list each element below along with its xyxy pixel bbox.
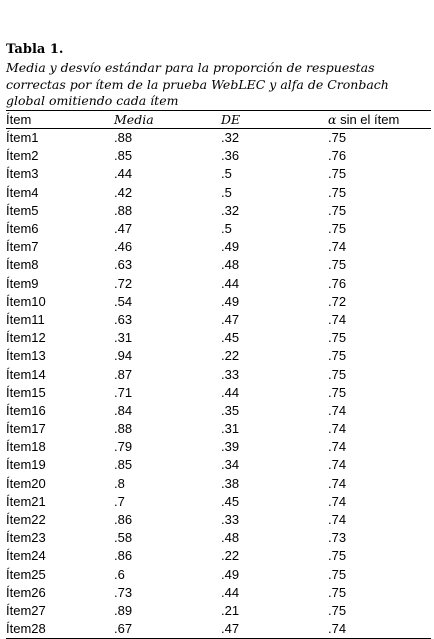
cell-de: .5 — [221, 166, 232, 182]
table-row — [6, 584, 431, 602]
cell-alpha: .75 — [328, 202, 347, 218]
cell-alpha: .75 — [328, 330, 347, 346]
table-row — [6, 347, 431, 365]
cell-de: .32 — [221, 130, 240, 146]
cell-de: .48 — [221, 530, 240, 546]
cell-alpha: .75 — [328, 366, 347, 382]
table-row — [6, 511, 431, 529]
table-row — [6, 238, 431, 256]
cell-alpha: .74 — [328, 457, 347, 473]
cell-media: .86 — [114, 548, 133, 564]
cell-alpha: .74 — [328, 421, 347, 437]
alpha-symbol: α — [328, 111, 337, 127]
header-de: DE — [221, 111, 328, 129]
cell-item: Ítem1 — [6, 130, 39, 146]
cell-alpha: .75 — [328, 566, 347, 582]
cell-media: .47 — [114, 221, 133, 237]
cell-de: .35 — [221, 402, 240, 418]
cell-de: .48 — [221, 257, 240, 273]
table-row — [6, 402, 431, 420]
cell-alpha: .75 — [328, 548, 347, 564]
cell-alpha: .75 — [328, 130, 347, 146]
cell-item: Ítem17 — [6, 421, 46, 437]
cell-media: .88 — [114, 202, 133, 218]
cell-de: .49 — [221, 239, 240, 255]
cell-item: Ítem4 — [6, 184, 39, 200]
table-row — [6, 384, 431, 402]
cell-media: .46 — [114, 239, 133, 255]
cell-de: .5 — [221, 184, 232, 200]
cell-media: .6 — [114, 566, 125, 582]
table-row — [6, 529, 431, 547]
cell-de: .33 — [221, 366, 240, 382]
cell-de: .22 — [221, 548, 240, 564]
cell-de: .49 — [221, 566, 240, 582]
cell-de: .22 — [221, 348, 240, 364]
cell-media: .89 — [114, 602, 133, 618]
cell-media: .94 — [114, 348, 133, 364]
cell-de: .5 — [221, 221, 232, 237]
cell-item: Ítem6 — [6, 221, 39, 237]
cell-alpha: .76 — [328, 275, 347, 291]
caption-line-3: global omitiendo cada ítem — [6, 93, 179, 108]
cell-alpha: .75 — [328, 221, 347, 237]
cell-item: Ítem27 — [6, 602, 46, 618]
cell-alpha: .75 — [328, 602, 347, 618]
cell-media: .73 — [114, 584, 133, 600]
cell-alpha: .74 — [328, 620, 431, 639]
cell-item: Ítem3 — [6, 166, 39, 182]
cell-media: .87 — [114, 366, 133, 382]
header-item: Ítem — [6, 111, 114, 129]
cell-alpha: .73 — [328, 530, 347, 546]
table-row — [6, 602, 431, 620]
header-media: Media — [114, 111, 221, 129]
table-row — [6, 256, 431, 274]
cell-media: .88 — [114, 130, 133, 146]
cell-item: Ítem19 — [6, 457, 46, 473]
cell-item: Ítem21 — [6, 493, 46, 509]
cell-de: .44 — [221, 275, 240, 291]
cell-alpha: .72 — [328, 293, 347, 309]
cell-de: .45 — [221, 330, 240, 346]
cell-alpha: .74 — [328, 239, 347, 255]
cell-item: Ítem15 — [6, 384, 46, 400]
cell-de: .21 — [221, 602, 240, 618]
cell-de: .47 — [221, 311, 240, 327]
cell-item: Ítem24 — [6, 548, 46, 564]
cell-de: .33 — [221, 512, 240, 528]
cell-media: .7 — [114, 493, 125, 509]
cell-alpha: .75 — [328, 184, 347, 200]
table-row — [6, 329, 431, 347]
cell-de: .44 — [221, 584, 240, 600]
table-row — [6, 147, 431, 165]
cell-de: .44 — [221, 384, 240, 400]
cell-de: .31 — [221, 421, 240, 437]
cell-media: .58 — [114, 530, 133, 546]
table-row — [6, 129, 431, 148]
cell-de: .32 — [221, 202, 240, 218]
table-caption — [6, 60, 431, 110]
table-row — [6, 547, 431, 565]
cell-item: Ítem28 — [6, 620, 114, 639]
table-label: Tabla 1. — [6, 42, 64, 57]
cell-de: .39 — [221, 439, 240, 455]
cell-item: Ítem13 — [6, 348, 46, 364]
cell-media: .88 — [114, 421, 133, 437]
cell-item: Ítem2 — [6, 148, 39, 164]
cell-item: Ítem26 — [6, 584, 46, 600]
alpha-header-text: sin el ítem — [336, 111, 400, 127]
cell-item: Ítem5 — [6, 202, 39, 218]
cell-alpha: .74 — [328, 493, 347, 509]
cell-media: .84 — [114, 402, 133, 418]
cell-de: .34 — [221, 457, 240, 473]
cell-de: .47 — [221, 620, 328, 639]
table-row — [6, 311, 431, 329]
cell-alpha: .75 — [328, 257, 347, 273]
cell-item: Ítem11 — [6, 311, 45, 327]
cell-item: Ítem10 — [6, 293, 46, 309]
cell-media: .63 — [114, 257, 133, 273]
cell-item: Ítem9 — [6, 275, 39, 291]
cell-item: Ítem22 — [6, 512, 46, 528]
cell-item: Ítem8 — [6, 257, 39, 273]
cell-alpha: .74 — [328, 402, 347, 418]
table-row — [6, 184, 431, 202]
cell-item: Ítem23 — [6, 530, 46, 546]
cell-media: .31 — [114, 330, 133, 346]
table-row — [6, 220, 431, 238]
cell-media: .54 — [114, 293, 133, 309]
caption-line-2: correctas por ítem de la prueba WebLEC y alfa de Cronbach — [6, 76, 389, 92]
table-row — [6, 202, 431, 220]
table-row — [6, 165, 431, 183]
cell-media: .67 — [114, 620, 221, 639]
cell-alpha: .75 — [328, 384, 347, 400]
cell-media: .44 — [114, 166, 133, 182]
cell-item: Ítem16 — [6, 402, 46, 418]
cell-alpha: .74 — [328, 475, 347, 491]
table-row — [6, 420, 431, 438]
cell-media: .85 — [114, 148, 133, 164]
cell-media: .71 — [114, 384, 133, 400]
table-row — [6, 566, 431, 584]
cell-item: Ítem14 — [6, 366, 46, 382]
table-body — [6, 129, 431, 639]
table-row — [6, 475, 431, 493]
cell-alpha: .74 — [328, 439, 347, 455]
table-row — [6, 493, 431, 511]
table-row — [6, 438, 431, 456]
cell-alpha: .74 — [328, 512, 347, 528]
cell-alpha: .74 — [328, 311, 347, 327]
cell-media: .79 — [114, 439, 133, 455]
table-row — [6, 365, 431, 383]
cell-media: .8 — [114, 475, 125, 491]
cell-alpha: .75 — [328, 584, 347, 600]
table-row — [6, 293, 431, 311]
cell-alpha: .75 — [328, 348, 347, 364]
cell-de: .36 — [221, 148, 240, 164]
caption-line-1: Media y desvío estándar para la proporción de respuestas — [6, 60, 375, 75]
cell-media: .72 — [114, 275, 133, 291]
cell-de: .38 — [221, 475, 240, 491]
cell-de: .45 — [221, 493, 240, 509]
table-row — [6, 456, 431, 474]
cell-media: .85 — [114, 457, 133, 473]
cell-media: .63 — [114, 311, 133, 327]
cell-item: Ítem20 — [6, 475, 46, 491]
cell-item: Ítem12 — [6, 330, 46, 346]
cell-alpha: .76 — [328, 148, 347, 164]
cell-item: Ítem18 — [6, 439, 46, 455]
cell-media: .42 — [114, 184, 133, 200]
cell-de: .49 — [221, 293, 240, 309]
cell-media: .86 — [114, 512, 133, 528]
table-header-row — [6, 111, 431, 129]
cell-item: Ítem7 — [6, 239, 39, 255]
cell-alpha: .75 — [328, 166, 347, 182]
cell-item: Ítem25 — [6, 566, 46, 582]
header-alpha — [328, 111, 431, 129]
statistics-table — [6, 110, 431, 639]
table-row — [6, 275, 431, 293]
